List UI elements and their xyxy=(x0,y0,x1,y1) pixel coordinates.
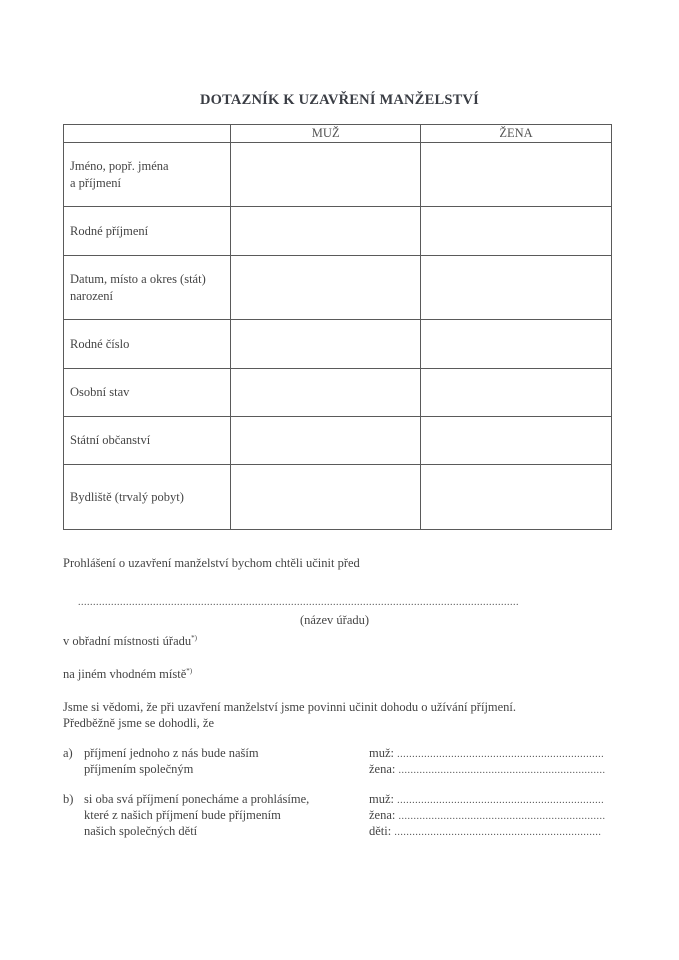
row-label-line2: narození xyxy=(70,288,114,303)
footnote-mark: *) xyxy=(186,667,193,675)
zena-cell[interactable] xyxy=(421,417,612,465)
option-ceremonial-room[interactable] xyxy=(63,634,197,649)
row-label xyxy=(64,143,231,207)
row-label xyxy=(64,207,231,256)
table-row xyxy=(64,369,612,417)
option-b-line3: našich společných dětí xyxy=(84,824,198,838)
zena-cell[interactable] xyxy=(421,369,612,417)
muz-cell[interactable] xyxy=(231,465,421,530)
row-label xyxy=(64,417,231,465)
option-a-line1: příjmení jednoho z nás bude naším xyxy=(84,746,259,760)
zena-cell[interactable] xyxy=(421,207,612,256)
deti-dotted-line: ..................................................................... xyxy=(394,827,602,838)
option-a-line2: příjmením společným xyxy=(84,762,194,776)
option-b-muz-field[interactable] xyxy=(369,792,604,807)
row-label xyxy=(64,256,231,320)
option-ceremonial-room-label: v obřadní místnosti úřadu xyxy=(63,634,192,649)
muz-dotted-line: ..................................................................... xyxy=(397,749,605,760)
muz-cell[interactable] xyxy=(231,369,421,417)
muz-label: muž: xyxy=(369,746,394,760)
row-label xyxy=(64,465,231,530)
muz-cell[interactable] xyxy=(231,207,421,256)
table-row xyxy=(64,417,612,465)
row-label-line1: Datum, místo a okres (stát) xyxy=(70,271,206,286)
header-empty-cell xyxy=(64,125,231,143)
option-other-place[interactable] xyxy=(63,667,192,682)
muz-cell[interactable] xyxy=(231,143,421,207)
office-name-dotted-line[interactable]: ................................................................................................................................................... xyxy=(78,597,519,608)
table-header-row xyxy=(64,125,612,143)
option-b-deti-field[interactable] xyxy=(369,824,601,839)
row-label xyxy=(64,320,231,369)
zena-cell[interactable] xyxy=(421,143,612,207)
zena-cell[interactable] xyxy=(421,256,612,320)
muz-dotted-line: ..................................................................... xyxy=(397,795,605,806)
row-label-line1: Rodné číslo xyxy=(70,336,130,351)
option-b-zena-field[interactable] xyxy=(369,808,606,823)
form-title: DOTAZNÍK K UZAVŘENÍ MANŽELSTVÍ xyxy=(199,92,479,108)
office-name-caption: (název úřadu) xyxy=(300,613,370,627)
table-row xyxy=(64,143,612,207)
option-a-muz-field[interactable] xyxy=(369,746,604,761)
option-other-place-label: na jiném vhodném místě xyxy=(63,667,187,682)
marriage-questionnaire-table xyxy=(63,124,612,530)
header-zena: ŽENA xyxy=(421,125,612,143)
declaration-intro: Prohlášení o uzavření manželství bychom chtěli učinit před xyxy=(63,556,360,570)
zena-label: žena: xyxy=(369,762,396,776)
surname-intro-line1: Jsme si vědomi, že při uzavření manželství jsme povinni učinit dohodu o užívání příjmení. xyxy=(63,700,517,714)
row-label-line1: Bydliště (trvalý pobyt) xyxy=(70,489,184,504)
row-label-line1: Státní občanství xyxy=(70,433,151,447)
zena-label: žena: xyxy=(369,808,396,822)
table-row xyxy=(64,465,612,530)
option-b-line1: si oba svá příjmení ponecháme a prohlásíme, xyxy=(84,792,310,806)
surname-intro-line2: Předběžně jsme se dohodli, že xyxy=(63,716,214,730)
muz-label: muž: xyxy=(369,792,394,806)
footnote-mark: *) xyxy=(191,634,197,642)
option-b-marker: b) xyxy=(63,792,74,806)
row-label-line1: Jméno, popř. jména xyxy=(70,158,169,173)
table-row xyxy=(64,256,612,320)
option-a-zena-field[interactable] xyxy=(369,762,606,777)
header-muz: MUŽ xyxy=(231,125,421,143)
zena-cell[interactable] xyxy=(421,465,612,530)
option-a-marker: a) xyxy=(63,746,73,760)
row-label-line1: Osobní stav xyxy=(70,385,130,399)
zena-cell[interactable] xyxy=(421,320,612,369)
row-label-line2: a příjmení xyxy=(70,175,122,190)
muz-cell[interactable] xyxy=(231,256,421,320)
deti-label: děti: xyxy=(369,824,392,838)
row-label-line1: Rodné příjmení xyxy=(70,223,149,238)
zena-dotted-line: ..................................................................... xyxy=(398,765,606,776)
muz-cell[interactable] xyxy=(231,417,421,465)
muz-cell[interactable] xyxy=(231,320,421,369)
zena-dotted-line: ..................................................................... xyxy=(398,811,606,822)
row-label xyxy=(64,369,231,417)
table-row xyxy=(64,207,612,256)
table-row xyxy=(64,320,612,369)
option-b-line2: které z našich příjmení bude příjmením xyxy=(84,808,281,822)
